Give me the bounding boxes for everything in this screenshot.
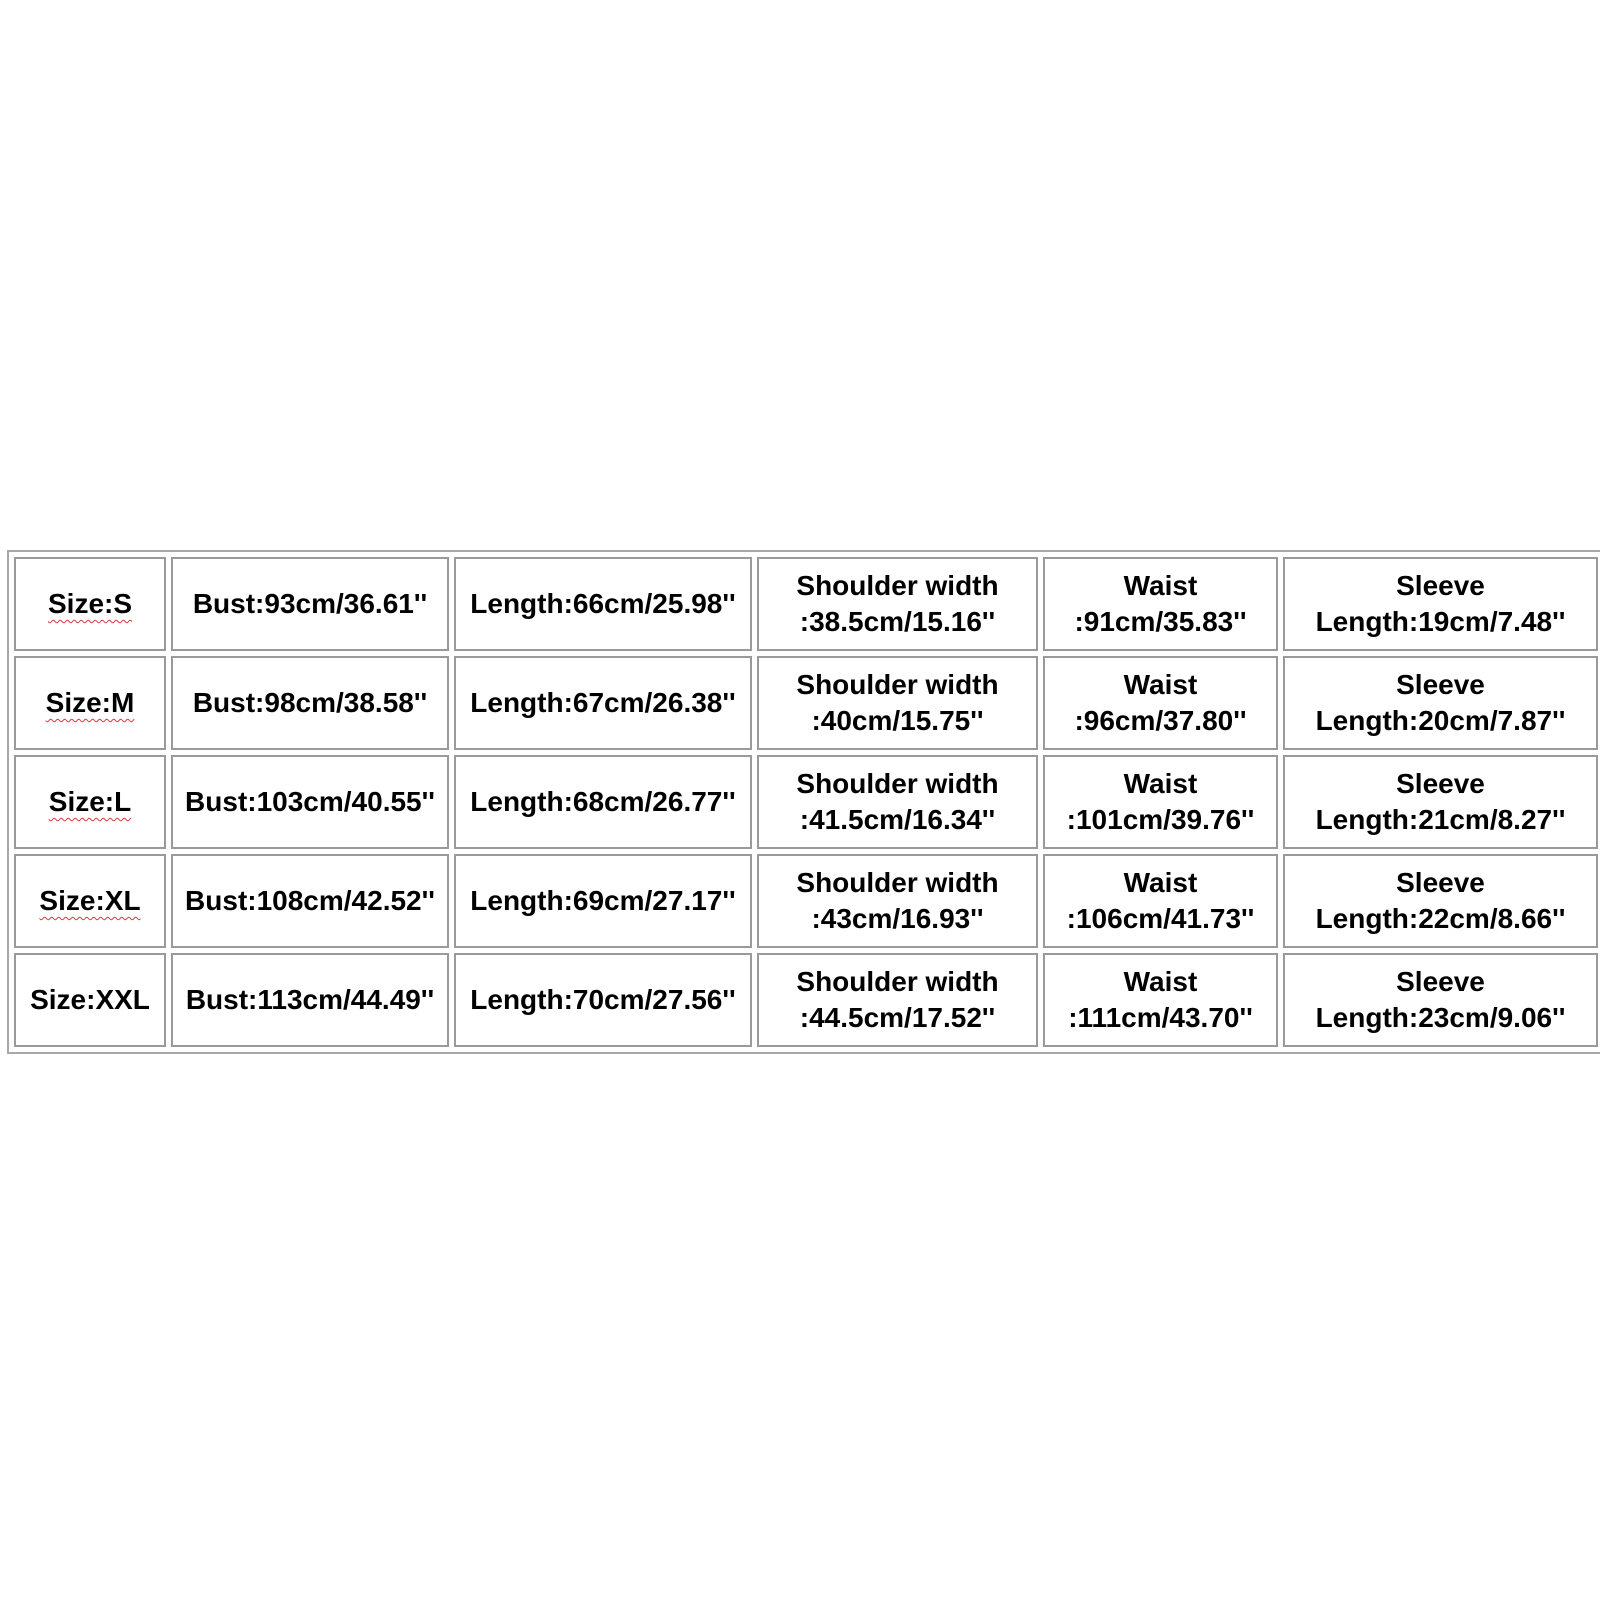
bust-cell: Bust:93cm/36.61'' xyxy=(171,557,449,651)
size-cell xyxy=(14,755,166,849)
sleeve-cell xyxy=(1283,854,1598,948)
waist-cell xyxy=(1043,854,1278,948)
waist-label: Waist xyxy=(1123,768,1198,799)
waist-value: :91cm/35.83'' xyxy=(1074,606,1247,637)
shoulder-value: :40cm/15.75'' xyxy=(811,705,984,736)
waist-label: Waist xyxy=(1123,867,1198,898)
bust-cell: Bust:108cm/42.52'' xyxy=(171,854,449,948)
length-cell: Length:66cm/25.98'' xyxy=(454,557,752,651)
length-cell: Length:69cm/27.17'' xyxy=(454,854,752,948)
shoulder-label: Shoulder width xyxy=(796,570,999,601)
waist-cell xyxy=(1043,755,1278,849)
shoulder-cell xyxy=(757,557,1038,651)
sleeve-label: Sleeve xyxy=(1396,966,1485,997)
shoulder-value: :38.5cm/15.16'' xyxy=(799,606,996,637)
shoulder-value: :41.5cm/16.34'' xyxy=(799,804,996,835)
sleeve-cell xyxy=(1283,656,1598,750)
bust-cell: Bust:103cm/40.55'' xyxy=(171,755,449,849)
waist-label: Waist xyxy=(1123,966,1198,997)
sleeve-cell xyxy=(1283,953,1598,1047)
table-row xyxy=(14,656,1598,750)
size-label: Size:XL xyxy=(39,885,141,916)
shoulder-label: Shoulder width xyxy=(796,966,999,997)
length-cell: Length:68cm/26.77'' xyxy=(454,755,752,849)
bust-cell: Bust:98cm/38.58'' xyxy=(171,656,449,750)
shoulder-label: Shoulder width xyxy=(796,669,999,700)
waist-value: :111cm/43.70'' xyxy=(1068,1002,1253,1033)
table-row xyxy=(14,755,1598,849)
sleeve-label: Sleeve xyxy=(1396,768,1485,799)
sleeve-value: Length:19cm/7.48'' xyxy=(1315,606,1566,637)
waist-cell xyxy=(1043,953,1278,1047)
waist-value: :96cm/37.80'' xyxy=(1074,705,1247,736)
size-label: Size:S xyxy=(47,588,133,619)
waist-cell xyxy=(1043,557,1278,651)
sleeve-label: Sleeve xyxy=(1396,570,1485,601)
shoulder-cell xyxy=(757,755,1038,849)
size-label: Size:L xyxy=(48,786,132,817)
size-chart-table xyxy=(7,550,1600,1054)
sleeve-cell xyxy=(1283,557,1598,651)
sleeve-value: Length:22cm/8.66'' xyxy=(1315,903,1566,934)
shoulder-cell xyxy=(757,953,1038,1047)
waist-cell xyxy=(1043,656,1278,750)
waist-value: :106cm/41.73'' xyxy=(1066,903,1255,934)
sleeve-label: Sleeve xyxy=(1396,867,1485,898)
shoulder-cell xyxy=(757,656,1038,750)
shoulder-cell xyxy=(757,854,1038,948)
table-row xyxy=(14,953,1598,1047)
size-label: Size:XXL xyxy=(30,984,150,1015)
sleeve-value: Length:23cm/9.06'' xyxy=(1315,1002,1566,1033)
shoulder-value: :43cm/16.93'' xyxy=(811,903,984,934)
shoulder-value: :44.5cm/17.52'' xyxy=(799,1002,996,1033)
waist-label: Waist xyxy=(1123,570,1198,601)
table-row xyxy=(14,854,1598,948)
size-cell xyxy=(14,656,166,750)
sleeve-value: Length:20cm/7.87'' xyxy=(1315,705,1566,736)
bust-cell: Bust:113cm/44.49'' xyxy=(171,953,449,1047)
size-cell xyxy=(14,854,166,948)
sleeve-value: Length:21cm/8.27'' xyxy=(1315,804,1566,835)
table-row xyxy=(14,557,1598,651)
size-cell xyxy=(14,953,166,1047)
waist-value: :101cm/39.76'' xyxy=(1066,804,1255,835)
waist-label: Waist xyxy=(1123,669,1198,700)
shoulder-label: Shoulder width xyxy=(796,768,999,799)
size-cell xyxy=(14,557,166,651)
size-label: Size:M xyxy=(45,687,135,718)
length-cell: Length:70cm/27.56'' xyxy=(454,953,752,1047)
length-cell: Length:67cm/26.38'' xyxy=(454,656,752,750)
sleeve-label: Sleeve xyxy=(1396,669,1485,700)
sleeve-cell xyxy=(1283,755,1598,849)
shoulder-label: Shoulder width xyxy=(796,867,999,898)
